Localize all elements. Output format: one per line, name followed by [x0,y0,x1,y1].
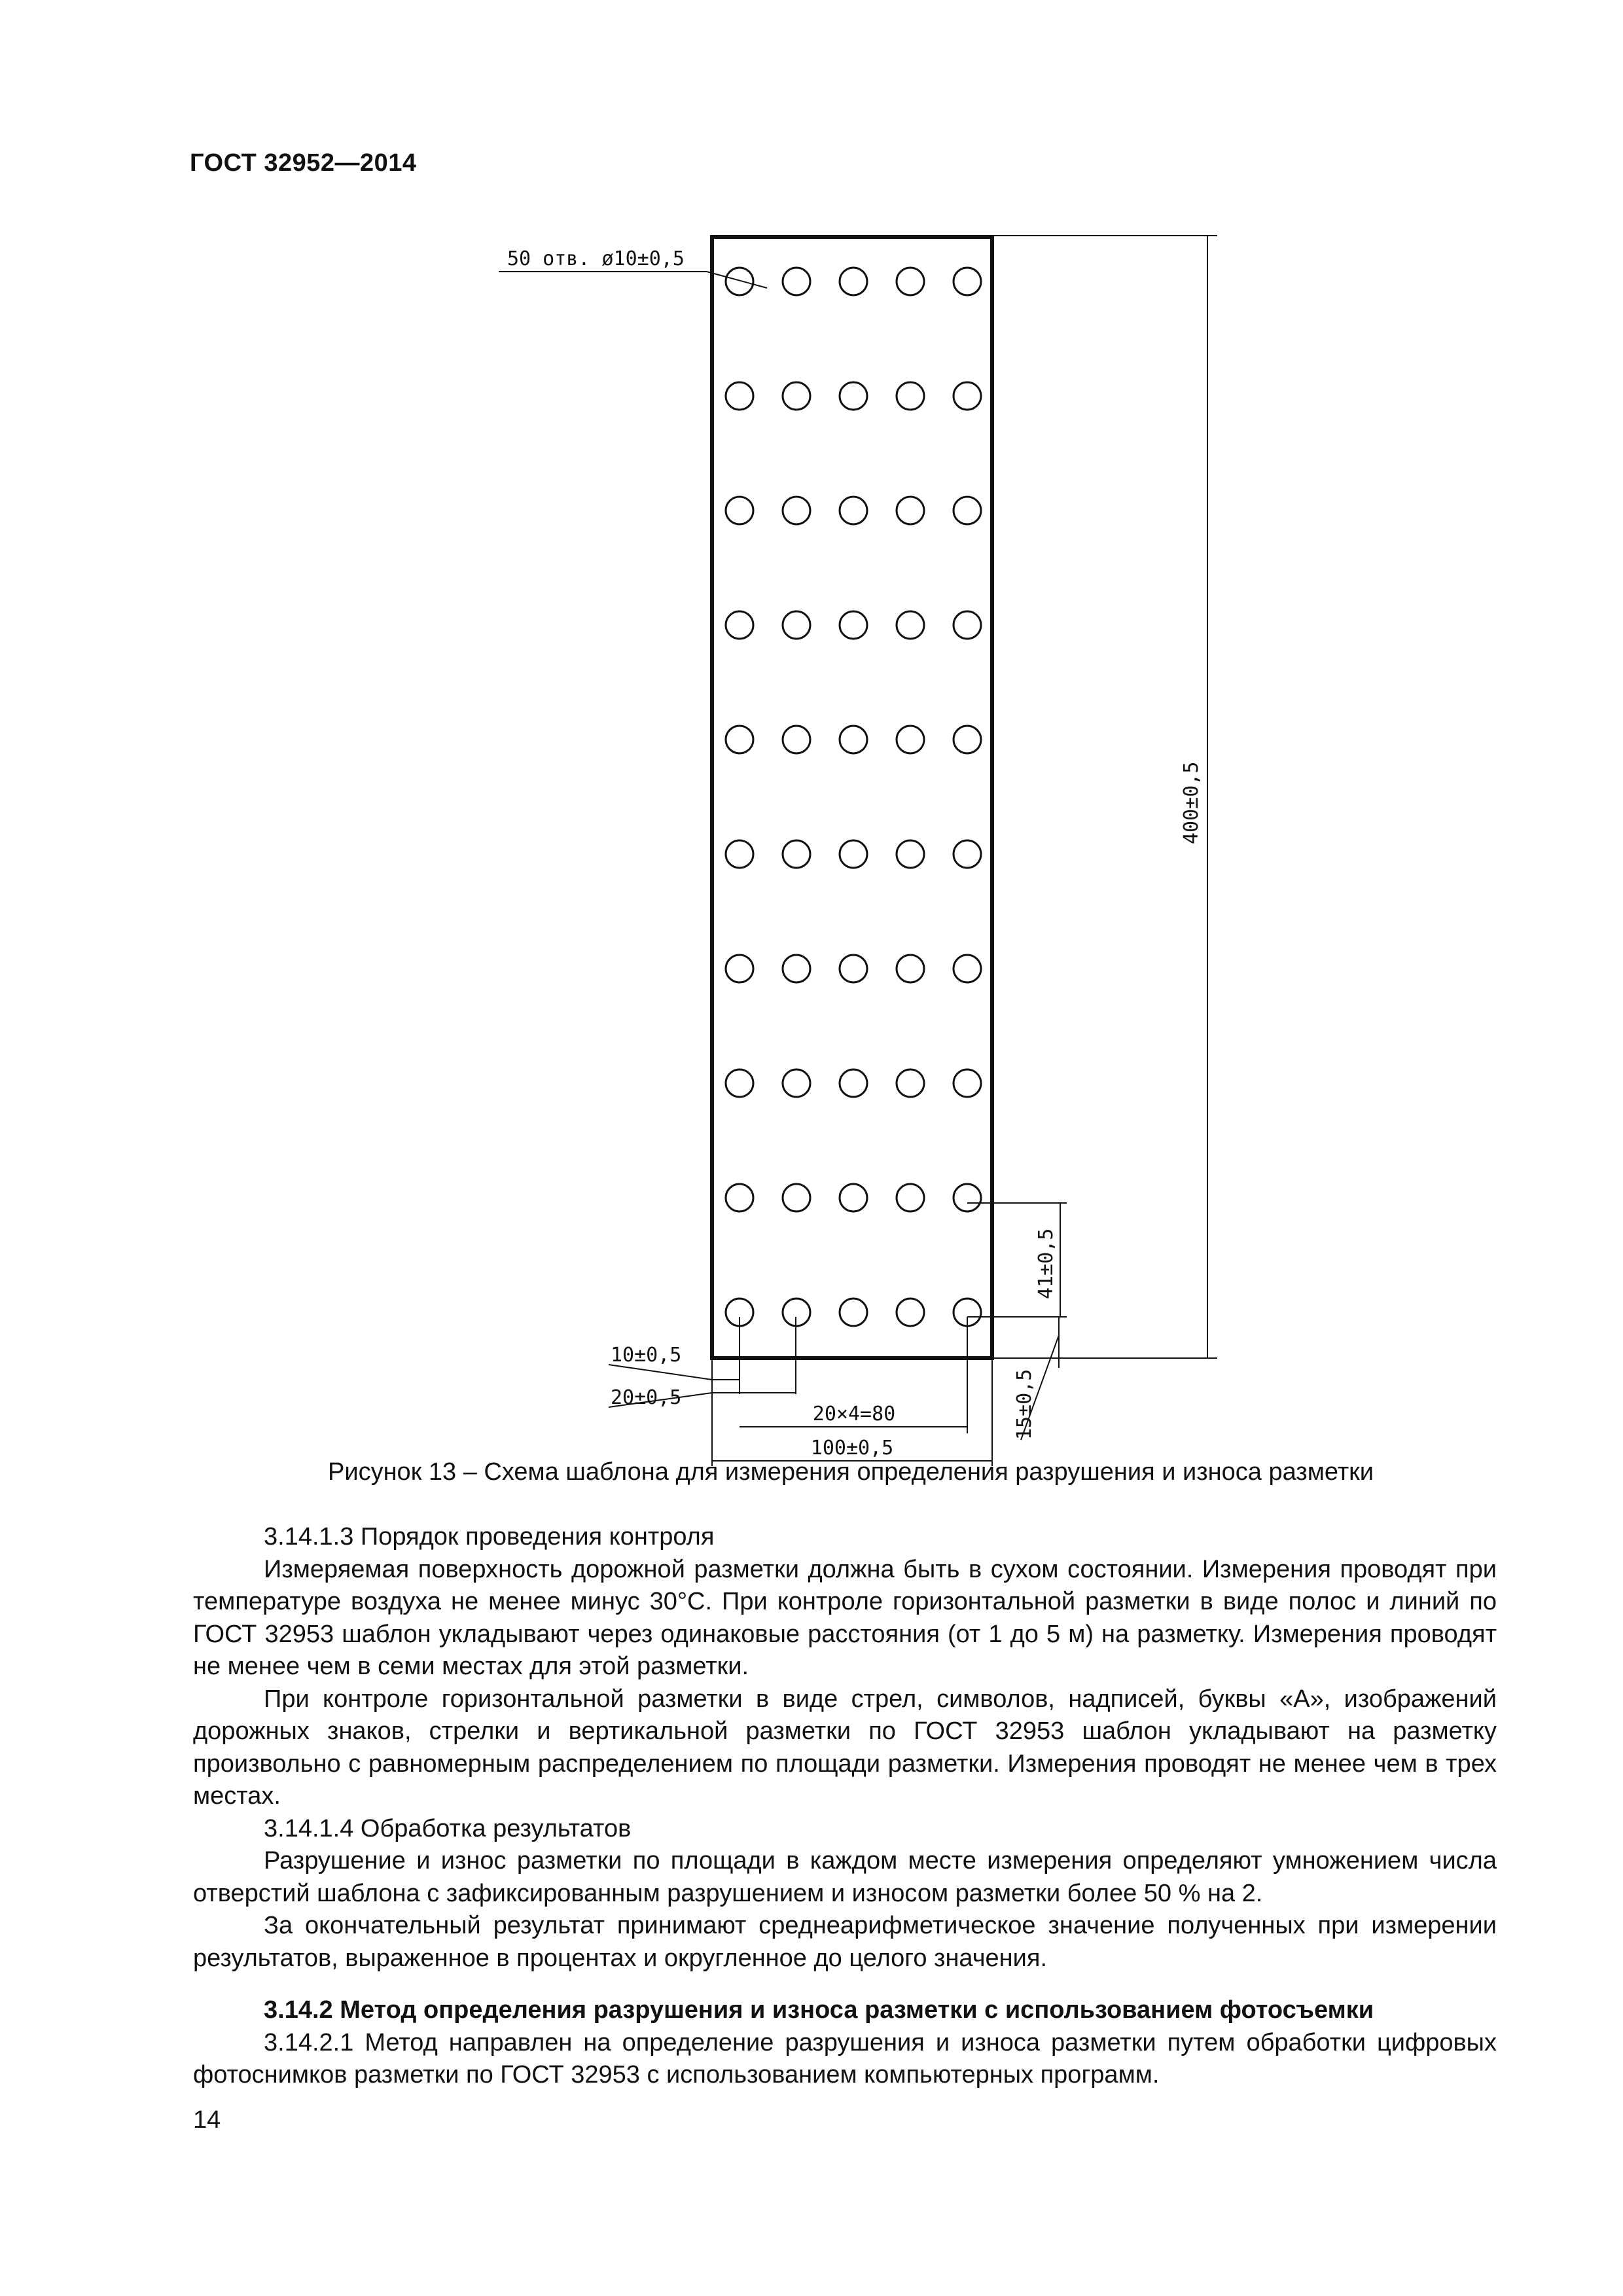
hole [726,382,753,410]
dim-height-label: 400±0,5 [1180,761,1203,844]
hole [840,1299,867,1326]
hole [783,497,810,524]
hole [954,955,981,982]
holes-grid [726,268,981,1326]
hole [726,497,753,524]
hole [897,840,924,868]
hole [954,268,981,295]
hole [726,611,753,639]
hole [954,382,981,410]
hole [840,382,867,410]
hole [840,726,867,753]
hole [783,611,810,639]
section-heading-3-14-2: 3.14.2 Метод определения разрушения и износа разметки с использованием фотосъемки [264,1996,1374,2024]
hole [897,1299,924,1326]
dim-spacing-label: 41±0,5 [1035,1228,1058,1299]
dim-second-offset-label: 20±0,5 [611,1386,682,1409]
section-heading-3-14-1-4: 3.14.1.4 Обработка результатов [264,1814,632,1842]
hole [897,1069,924,1097]
hole [726,268,753,295]
hole [897,497,924,524]
hole [897,955,924,982]
section-heading-3-14-1-3: 3.14.1.3 Порядок проведения контроля [264,1523,715,1551]
paragraph: 3.14.2.1 Метод направлен на определение разрушения и износа разметки путем обработки цифровых фотоснимков разметки по ГОСТ 32953 с использованием компьютерных программ. [193,2028,1497,2089]
dim-leader-first-offset [609,1365,712,1380]
dim-first-offset-label: 10±0,5 [611,1344,682,1367]
hole [840,1184,867,1211]
hole [840,497,867,524]
hole [726,1069,753,1097]
hole [840,611,867,639]
hole [840,840,867,868]
hole [897,611,924,639]
page-number: 14 [193,2106,221,2134]
hole [954,1069,981,1097]
hole [954,611,981,639]
holes-leader-arrow [707,272,767,288]
figure-caption: Рисунок 13 – Схема шаблона для измерения определения разрушения и износа разметки [328,1458,1374,1486]
paragraph: При контроле горизонтальной разметки в виде стрел, символов, надписей, буквы «А», изображений дорожных знаков, стрелки и вертикальной разметки по ГОСТ 32953 шаблон укладывают на разметку произвольно с равномерным распределением по площади разметки. Измерения проводят не менее чем в трех местах. [193,1685,1497,1810]
hole [897,726,924,753]
hole [840,268,867,295]
dim-hole-span-label: 20×4=80 [812,1403,896,1426]
hole [897,268,924,295]
hole [783,726,810,753]
hole [840,955,867,982]
hole [783,955,810,982]
hole [954,1184,981,1211]
paragraph: Разрушение и износ разметки по площади в каждом месте измерения определяют умножением числа отверстий шаблона с зафиксированным разрушением и износом разметки более 50 % на 2. [193,1847,1497,1907]
paragraph: Измеряемая поверхность дорожной разметки должна быть в сухом состоянии. Измерения проводят при температуре воздуха не менее минус 30°С. При контроле горизонтальной разметки в виде полос и линий по ГОСТ 32953 шаблон укладывают через одинаковые расстояния (от 1 до 5 м) на разметку. Измерения проводят не менее чем в семи местах для этой разметки. [193,1555,1497,1680]
hole [783,268,810,295]
paragraph: За окончательный результат принимают среднеарифметическое значение полученных при измерении результатов, выраженное в процентах и округленное до целого значения. [193,1912,1497,1972]
document-header: ГОСТ 32952—2014 [190,149,417,177]
hole [954,726,981,753]
hole [897,1184,924,1211]
hole [726,1184,753,1211]
hole [840,1069,867,1097]
hole [726,726,753,753]
hole [783,382,810,410]
dim-bottom-offset-label: 15±0,5 [1013,1369,1036,1440]
holes-label: 50 отв. ø10±0,5 [507,247,685,270]
hole [954,497,981,524]
hole [954,840,981,868]
hole [726,955,753,982]
hole [783,1069,810,1097]
hole [783,1184,810,1211]
body-text [193,1521,1497,2092]
hole [897,382,924,410]
dim-width-label: 100±0,5 [810,1437,894,1460]
template-outline [712,237,992,1358]
hole [783,840,810,868]
template-diagram [458,223,1243,1486]
hole [726,840,753,868]
